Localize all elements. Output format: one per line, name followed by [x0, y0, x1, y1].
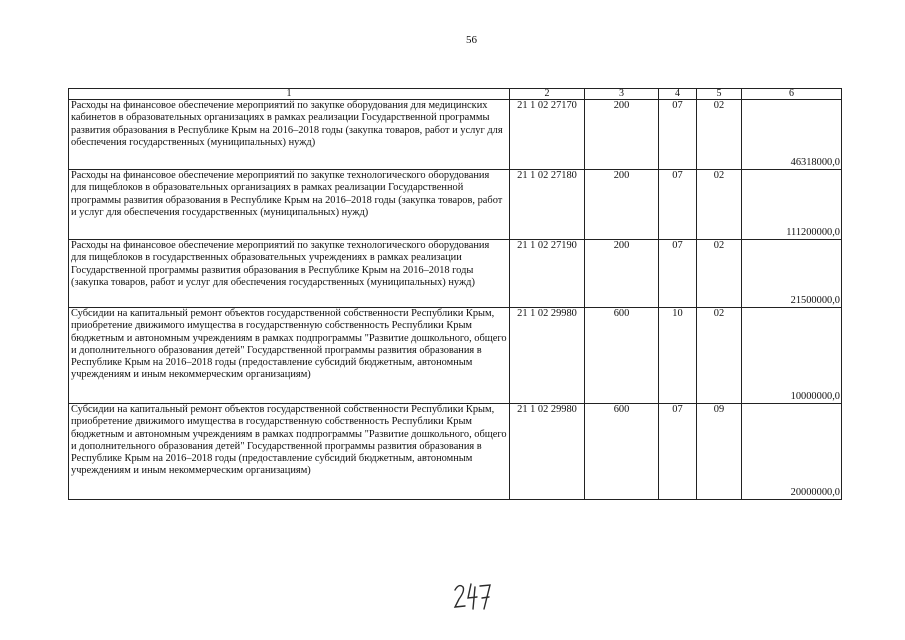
table-row	[69, 308, 842, 404]
row-section: 07	[659, 170, 697, 240]
row-target-code: 21 1 02 29980	[510, 308, 585, 404]
row-expense-type: 600	[585, 308, 659, 404]
row-description: Расходы на финансовое обеспечение мероприятий по закупке технологического оборудования для пищеблоков в образовательных организациях в рамках реализации Государственной программы развития образования в Республике Крым на 2016–2018 годы (закупка товаров, работ и услуг для обеспечения государственных (муниципальных) нужд)	[69, 170, 510, 240]
header-cell-5: 5	[697, 89, 742, 100]
budget-table	[68, 88, 842, 500]
row-expense-type: 200	[585, 240, 659, 308]
row-description: Расходы на финансовое обеспечение мероприятий по закупке технологического оборудования для пищеблоков в государственных образовательных учреждениях в рамках реализации Государственной программы развития образования в Республике Крым на 2016–2018 годы (закупка товаров, работ и услуг для обеспечения государственных (муниципальных) нужд)	[69, 240, 510, 308]
header-row	[69, 89, 842, 100]
row-subsection: 09	[697, 404, 742, 500]
row-amount: 46318000,0	[742, 100, 842, 170]
row-description: Расходы на финансовое обеспечение мероприятий по закупке оборудования для медицинских кабинетов в образовательных организациях в рамках реализации Государственной программы развития образования в Республике Крым на 2016–2018 годы (закупка товаров, работ и услуг для обеспечения государственных (муниципальных) нужд)	[69, 100, 510, 170]
row-expense-type: 200	[585, 100, 659, 170]
row-subsection: 02	[697, 308, 742, 404]
row-section: 07	[659, 404, 697, 500]
header-cell-3: 3	[585, 89, 659, 100]
table-row	[69, 100, 842, 170]
row-target-code: 21 1 02 27180	[510, 170, 585, 240]
row-subsection: 02	[697, 170, 742, 240]
header-cell-1: 1	[69, 89, 510, 100]
row-section: 10	[659, 308, 697, 404]
row-description: Субсидии на капитальный ремонт объектов государственной собственности Республики Крым, приобретение движимого имущества в государственную собственность Республики Крым бюджетным и автономным учреждениям в рамках подпрограммы "Развитие дошкольного, общего и дополнительного образования детей" Государственной программы развития образования в Республике Крым на 2016–2018 годы (предоставление субсидий бюджетным, автономным учреждениям и иным некоммерческим организациям)	[69, 404, 510, 500]
row-subsection: 02	[697, 240, 742, 308]
table-row	[69, 170, 842, 240]
row-target-code: 21 1 02 27190	[510, 240, 585, 308]
handwritten-page-number-signature	[452, 580, 494, 612]
row-amount: 21500000,0	[742, 240, 842, 308]
row-subsection: 02	[697, 100, 742, 170]
page-number: 56	[466, 34, 477, 46]
budget-table-container	[68, 88, 841, 500]
table-row	[69, 404, 842, 500]
row-expense-type: 200	[585, 170, 659, 240]
row-section: 07	[659, 240, 697, 308]
row-expense-type: 600	[585, 404, 659, 500]
header-cell-6: 6	[742, 89, 842, 100]
row-target-code: 21 1 02 29980	[510, 404, 585, 500]
header-cell-4: 4	[659, 89, 697, 100]
table-row	[69, 240, 842, 308]
row-target-code: 21 1 02 27170	[510, 100, 585, 170]
header-cell-2: 2	[510, 89, 585, 100]
row-description: Субсидии на капитальный ремонт объектов государственной собственности Республики Крым, приобретение движимого имущества в государственную собственность Республики Крым бюджетным и автономным учреждениям в рамках подпрограммы "Развитие дошкольного, общего и дополнительного образования детей" Государственной программы развития образования в Республике Крым на 2016–2018 годы (предоставление субсидий бюджетным, автономным учреждениям и иным некоммерческим организациям)	[69, 308, 510, 404]
row-amount: 20000000,0	[742, 404, 842, 500]
row-section: 07	[659, 100, 697, 170]
row-amount: 10000000,0	[742, 308, 842, 404]
row-amount: 111200000,0	[742, 170, 842, 240]
